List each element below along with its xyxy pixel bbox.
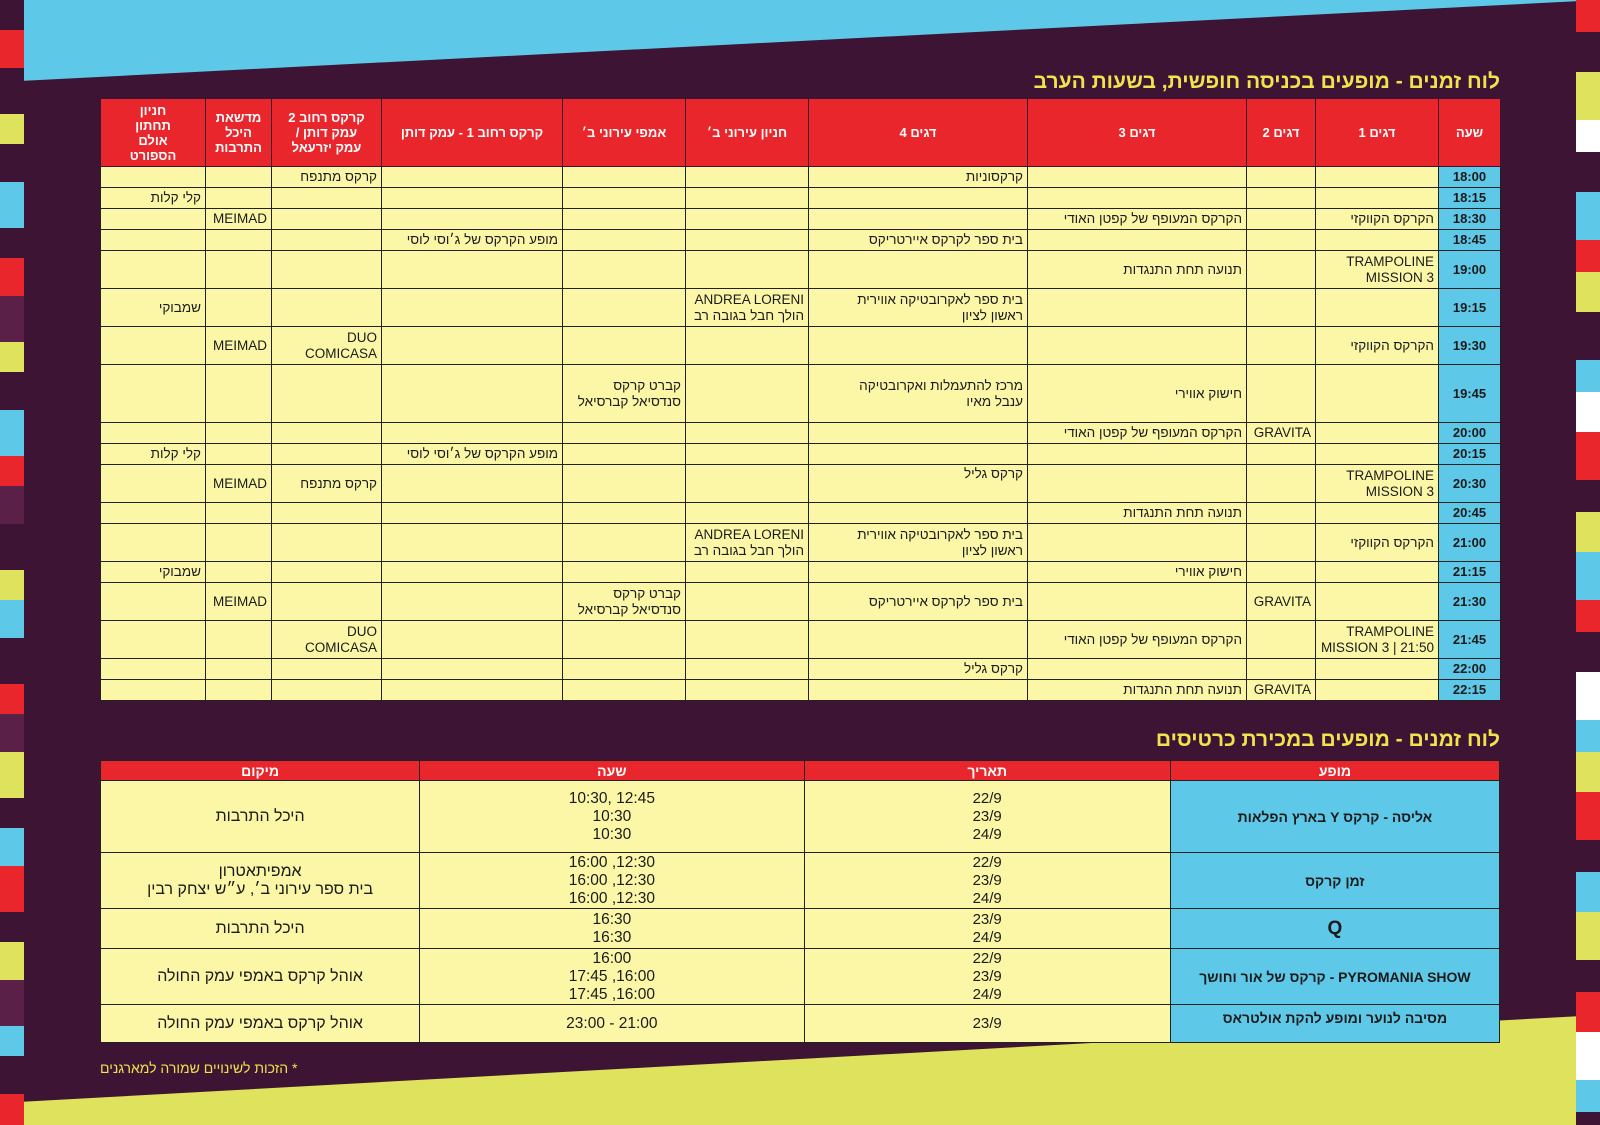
tickets-column-header: מיקום — [101, 761, 420, 781]
schedule-cell — [382, 680, 563, 701]
ticket-show-dates: 23/9 24/9 — [804, 909, 1170, 949]
ticket-show-location: אמפיתאטרון בית ספר עירוני ב׳, ע״ש יצחק רבין — [101, 853, 420, 909]
schedule-cell — [206, 188, 272, 209]
schedule-cell — [1028, 327, 1247, 365]
schedule-cell — [809, 503, 1028, 524]
schedule-cell — [1247, 465, 1316, 503]
schedule-cell — [563, 659, 686, 680]
schedule-cell — [272, 251, 382, 289]
tickets-header-row — [101, 761, 1500, 781]
schedule-cell: קברט קרקס סנדסיאל קברסיאל — [563, 365, 686, 423]
schedule-time-cell: 19:15 — [1439, 289, 1501, 327]
ticket-shows-table — [100, 760, 1500, 1043]
schedule-cell — [1028, 465, 1247, 503]
schedule-cell: קרקס מתנפח — [272, 465, 382, 503]
schedule-cell — [1028, 583, 1247, 621]
schedule-column-header: שעה — [1439, 99, 1501, 167]
schedule-cell: מופע הקרקס של ג׳וסי לוסי — [382, 444, 563, 465]
schedule-cell: MEIMAD — [206, 209, 272, 230]
schedule-cell — [686, 444, 809, 465]
schedule-cell — [1028, 167, 1247, 188]
schedule-cell — [206, 251, 272, 289]
schedule-cell — [1316, 188, 1439, 209]
schedule-row — [101, 167, 1501, 188]
schedule-cell — [206, 423, 272, 444]
schedule-cell: הקרקס הקווקזי — [1316, 327, 1439, 365]
schedule-cell — [101, 680, 206, 701]
schedule-cell — [563, 167, 686, 188]
schedule-cell — [1028, 230, 1247, 251]
schedule-time-cell: 21:30 — [1439, 583, 1501, 621]
schedule-cell — [563, 327, 686, 365]
schedule-cell — [206, 167, 272, 188]
schedule-row — [101, 659, 1501, 680]
schedule-row — [101, 583, 1501, 621]
schedule-cell: DUO COMICASA — [272, 327, 382, 365]
schedule-cell — [563, 209, 686, 230]
ticket-show-times: 16:30 16:30 — [420, 909, 804, 949]
schedule-cell — [686, 621, 809, 659]
schedule-cell — [206, 444, 272, 465]
schedule-cell — [206, 680, 272, 701]
ticket-show-times: 16:00 16:00, 17:45 16:00, 17:45 — [420, 949, 804, 1005]
schedule-cell — [1316, 503, 1439, 524]
schedule-cell — [686, 230, 809, 251]
schedule-row — [101, 562, 1501, 583]
schedule-cell — [382, 659, 563, 680]
schedule-cell — [563, 251, 686, 289]
schedule-cell — [382, 524, 563, 562]
schedule-cell — [686, 167, 809, 188]
schedule-cell — [686, 188, 809, 209]
schedule-cell — [686, 680, 809, 701]
schedule-cell — [809, 327, 1028, 365]
schedule-cell: קברט קרקס סנדסיאל קברסיאל — [563, 583, 686, 621]
schedule-time-cell: 19:00 — [1439, 251, 1501, 289]
schedule-cell: בית ספר לקרקס איירטריקס — [809, 230, 1028, 251]
schedule-row — [101, 524, 1501, 562]
schedule-cell: חישוק אווירי — [1028, 562, 1247, 583]
schedule-cell — [1247, 562, 1316, 583]
ticket-show-times: 12:45 ,10:30 10:30 10:30 — [420, 781, 804, 853]
schedule-column-header: דגים 2 — [1247, 99, 1316, 167]
schedule-cell — [382, 503, 563, 524]
schedule-row — [101, 423, 1501, 444]
schedule-time-cell: 18:30 — [1439, 209, 1501, 230]
schedule-row — [101, 289, 1501, 327]
schedule-cell: MEIMAD — [206, 327, 272, 365]
schedule-cell — [686, 583, 809, 621]
schedule-cell — [101, 621, 206, 659]
schedule-time-cell: 19:30 — [1439, 327, 1501, 365]
schedule-column-header: דגים 1 — [1316, 99, 1439, 167]
schedule-cell — [382, 209, 563, 230]
schedule-cell — [1247, 167, 1316, 188]
schedule-cell — [1247, 365, 1316, 423]
schedule-time-cell: 18:45 — [1439, 230, 1501, 251]
schedule-cell — [101, 503, 206, 524]
schedule-cell: קרקס גליל — [809, 465, 1028, 503]
left-color-stripe — [0, 0, 24, 1125]
schedule-time-cell: 20:30 — [1439, 465, 1501, 503]
schedule-cell — [1316, 423, 1439, 444]
schedule-cell — [101, 167, 206, 188]
schedule-cell — [563, 423, 686, 444]
schedule-cell — [382, 583, 563, 621]
ticket-show-row — [101, 949, 1500, 1005]
schedule-cell — [1247, 621, 1316, 659]
schedule-row — [101, 209, 1501, 230]
schedule-cell — [382, 562, 563, 583]
schedule-cell — [809, 423, 1028, 444]
schedule-cell — [563, 503, 686, 524]
schedule-cell: חישוק אווירי — [1028, 365, 1247, 423]
schedule-cell — [101, 465, 206, 503]
schedule-cell — [686, 465, 809, 503]
schedule-time-cell: 20:45 — [1439, 503, 1501, 524]
schedule-cell — [206, 562, 272, 583]
schedule-cell — [272, 583, 382, 621]
schedule-cell: הקרקס הקווקזי — [1316, 209, 1439, 230]
schedule-row — [101, 188, 1501, 209]
schedule-column-header: קרקס רחוב 2 עמק דותן / עמק יזרעאל — [272, 99, 382, 167]
schedule-cell — [272, 423, 382, 444]
schedule-cell — [382, 327, 563, 365]
schedule-cell — [101, 327, 206, 365]
schedule-time-cell: 21:45 — [1439, 621, 1501, 659]
ticket-show-location: אוהל קרקס באמפי עמק החולה — [101, 1005, 420, 1043]
schedule-cell — [1247, 230, 1316, 251]
schedule-cell — [206, 524, 272, 562]
schedule-row — [101, 444, 1501, 465]
schedule-cell — [563, 562, 686, 583]
schedule-cell: ANDREA LORENI הולך חבל בגובה רב — [686, 524, 809, 562]
schedule-cell — [1028, 524, 1247, 562]
schedule-column-header: דגים 4 — [809, 99, 1028, 167]
schedule-time-cell: 18:00 — [1439, 167, 1501, 188]
schedule-cell — [686, 327, 809, 365]
schedule-cell: ANDREA LORENI הולך חבל בגובה רב — [686, 289, 809, 327]
schedule-cell — [101, 251, 206, 289]
schedule-cell: GRAVITA — [1247, 423, 1316, 444]
schedule-time-cell: 18:15 — [1439, 188, 1501, 209]
schedule-cell: תנועה תחת התנגדות — [1028, 251, 1247, 289]
schedule-cell: הקרקס הקווקזי — [1316, 524, 1439, 562]
schedule-cell — [1247, 444, 1316, 465]
schedule-cell — [272, 659, 382, 680]
tickets-column-header: תאריך — [804, 761, 1170, 781]
schedule-cell — [206, 365, 272, 423]
schedule-column-header: קרקס רחוב 1 - עמק דותן — [382, 99, 563, 167]
schedule-row — [101, 327, 1501, 365]
schedule-cell — [686, 659, 809, 680]
schedule-cell — [1247, 188, 1316, 209]
schedule-column-header: חניון עירוני ב׳ — [686, 99, 809, 167]
schedule-time-cell: 21:15 — [1439, 562, 1501, 583]
ticket-show-dates: 22/9 23/9 24/9 — [804, 949, 1170, 1005]
schedule-cell — [1028, 188, 1247, 209]
schedule-cell — [563, 444, 686, 465]
schedule-cell — [1247, 209, 1316, 230]
schedule-cell — [1247, 251, 1316, 289]
schedule-cell — [1028, 659, 1247, 680]
schedule-column-header: דגים 3 — [1028, 99, 1247, 167]
schedule-row — [101, 680, 1501, 701]
schedule-time-cell: 22:15 — [1439, 680, 1501, 701]
schedule-time-cell: 21:00 — [1439, 524, 1501, 562]
ticket-show-row — [101, 909, 1500, 949]
schedule-cell: TRAMPOLINE MISSION 3 — [1316, 465, 1439, 503]
schedule-cell — [1316, 659, 1439, 680]
schedule-cell: הקרקס המעופף של קפטן האודי — [1028, 209, 1247, 230]
schedule-cell — [1316, 583, 1439, 621]
schedule-cell — [1316, 680, 1439, 701]
schedule-cell — [206, 621, 272, 659]
schedule-cell: DUO COMICASA — [272, 621, 382, 659]
schedule-cell — [382, 621, 563, 659]
schedule-cell: תנועה תחת התנגדות — [1028, 680, 1247, 701]
schedule-cell: שמבוקי — [101, 562, 206, 583]
ticket-shows-title: לוח זמנים - מופעים במכירת כרטיסים — [1155, 728, 1500, 751]
schedule-cell: MEIMAD — [206, 465, 272, 503]
schedule-cell — [272, 365, 382, 423]
schedule-cell — [1247, 289, 1316, 327]
ticket-show-name: אליסה - קרקס Y בארץ הפלאות — [1170, 781, 1499, 853]
schedule-cell: קלי קלות — [101, 188, 206, 209]
schedule-time-cell: 20:00 — [1439, 423, 1501, 444]
schedule-cell: קרקס גליל — [809, 659, 1028, 680]
schedule-row — [101, 230, 1501, 251]
schedule-column-header: אמפי עירוני ב׳ — [563, 99, 686, 167]
schedule-cell — [272, 562, 382, 583]
schedule-row — [101, 365, 1501, 423]
schedule-cell — [563, 230, 686, 251]
schedule-cell: MEIMAD — [206, 583, 272, 621]
tickets-column-header: מופע — [1170, 761, 1499, 781]
schedule-cell: GRAVITA — [1247, 680, 1316, 701]
schedule-cell: קרקסוניות — [809, 167, 1028, 188]
schedule-cell — [563, 289, 686, 327]
schedule-cell — [1316, 562, 1439, 583]
schedule-cell — [1316, 167, 1439, 188]
schedule-cell — [1316, 444, 1439, 465]
schedule-cell — [809, 444, 1028, 465]
schedule-header-row — [101, 99, 1501, 167]
tickets-column-header: שעה — [420, 761, 804, 781]
ticket-show-dates: 22/9 23/9 24/9 — [804, 853, 1170, 909]
schedule-cell — [206, 289, 272, 327]
schedule-cell — [686, 251, 809, 289]
schedule-cell: בית ספר לקרקס איירטריקס — [809, 583, 1028, 621]
schedule-cell — [206, 503, 272, 524]
schedule-cell — [101, 365, 206, 423]
schedule-time-cell: 20:15 — [1439, 444, 1501, 465]
schedule-cell: קרקס מתנפח — [272, 167, 382, 188]
ticket-show-location: היכל התרבות — [101, 781, 420, 853]
ticket-show-row — [101, 1005, 1500, 1043]
schedule-cell — [382, 251, 563, 289]
schedule-cell — [272, 524, 382, 562]
schedule-cell: GRAVITA — [1247, 583, 1316, 621]
schedule-cell — [382, 289, 563, 327]
schedule-cell — [563, 680, 686, 701]
schedule-cell: בית ספר לאקרובטיקה אווירית ראשון לציון — [809, 524, 1028, 562]
schedule-cell — [101, 659, 206, 680]
schedule-row — [101, 465, 1501, 503]
schedule-cell — [1028, 289, 1247, 327]
schedule-cell: TRAMPOLINE MISSION 3 | 21:50 — [1316, 621, 1439, 659]
schedule-cell — [686, 209, 809, 230]
schedule-cell — [272, 444, 382, 465]
schedule-cell — [563, 465, 686, 503]
schedule-cell — [101, 230, 206, 251]
schedule-row — [101, 251, 1501, 289]
schedule-cell — [272, 680, 382, 701]
schedule-cell — [563, 188, 686, 209]
schedule-cell: תנועה תחת התנגדות — [1028, 503, 1247, 524]
ticket-show-name: PYROMANIA SHOW - קרקס של אור וחושך — [1170, 949, 1499, 1005]
right-color-stripe — [1576, 0, 1600, 1125]
schedule-cell — [101, 583, 206, 621]
schedule-cell — [1247, 524, 1316, 562]
ticket-show-name: מסיבה לנוער ומופע להקת אולטראס — [1170, 1005, 1499, 1043]
schedule-cell — [686, 365, 809, 423]
schedule-cell — [382, 365, 563, 423]
schedule-cell: הקרקס המעופף של קפטן האודי — [1028, 621, 1247, 659]
free-shows-schedule-table — [100, 98, 1501, 701]
schedule-cell — [809, 251, 1028, 289]
schedule-cell — [809, 680, 1028, 701]
schedule-cell: TRAMPOLINE MISSION 3 — [1316, 251, 1439, 289]
schedule-cell — [686, 503, 809, 524]
schedule-cell — [809, 188, 1028, 209]
schedule-cell — [272, 289, 382, 327]
schedule-cell — [272, 188, 382, 209]
schedule-cell — [206, 659, 272, 680]
ticket-show-dates: 22/9 23/9 24/9 — [804, 781, 1170, 853]
footnote: * הזכות לשינויים שמורה למארגנים — [100, 1060, 298, 1076]
schedule-cell — [1028, 444, 1247, 465]
schedule-column-header: מדשאת היכל התרבות — [206, 99, 272, 167]
schedule-cell: מרכז להתעמלות ואקרובטיקה ענבל מאיו — [809, 365, 1028, 423]
ticket-show-location: היכל התרבות — [101, 909, 420, 949]
schedule-cell: שמבוקי — [101, 289, 206, 327]
schedule-cell — [101, 524, 206, 562]
schedule-row — [101, 621, 1501, 659]
schedule-cell — [1316, 289, 1439, 327]
schedule-cell: קלי קלות — [101, 444, 206, 465]
ticket-show-row — [101, 781, 1500, 853]
schedule-cell — [563, 524, 686, 562]
schedule-row — [101, 503, 1501, 524]
schedule-time-cell: 19:45 — [1439, 365, 1501, 423]
ticket-show-row — [101, 853, 1500, 909]
schedule-cell — [686, 562, 809, 583]
schedule-cell: הקרקס המעופף של קפטן האודי — [1028, 423, 1247, 444]
schedule-cell — [272, 209, 382, 230]
schedule-cell — [382, 423, 563, 444]
schedule-cell — [101, 423, 206, 444]
schedule-cell — [382, 465, 563, 503]
schedule-cell — [272, 230, 382, 251]
schedule-cell — [1247, 659, 1316, 680]
schedule-cell — [382, 188, 563, 209]
schedule-cell — [686, 423, 809, 444]
schedule-cell — [272, 503, 382, 524]
schedule-cell — [809, 209, 1028, 230]
schedule-cell: בית ספר לאקרובטיקה אווירית ראשון לציון — [809, 289, 1028, 327]
schedule-cell — [1247, 327, 1316, 365]
schedule-cell — [1247, 503, 1316, 524]
schedule-cell — [1316, 230, 1439, 251]
schedule-cell — [101, 209, 206, 230]
schedule-cell — [809, 562, 1028, 583]
schedule-cell: מופע הקרקס של ג׳וסי לוסי — [382, 230, 563, 251]
ticket-show-dates: 23/9 — [804, 1005, 1170, 1043]
schedule-cell — [382, 167, 563, 188]
schedule-cell — [809, 621, 1028, 659]
schedule-cell — [563, 621, 686, 659]
ticket-show-name: Q — [1170, 909, 1499, 949]
ticket-show-name: זמן קרקס — [1170, 853, 1499, 909]
schedule-cell — [1316, 365, 1439, 423]
ticket-show-times: 21:00 - 23:00 — [420, 1005, 804, 1043]
ticket-show-times: 12:30, 16:00 12:30, 16:00 12:30, 16:00 — [420, 853, 804, 909]
free-shows-title: לוח זמנים - מופעים בכניסה חופשית, בשעות הערב — [1033, 70, 1500, 93]
schedule-time-cell: 22:00 — [1439, 659, 1501, 680]
schedule-cell — [206, 230, 272, 251]
ticket-show-location: אוהל קרקס באמפי עמק החולה — [101, 949, 420, 1005]
schedule-column-header: חניון תחתון אולם הספורט — [101, 99, 206, 167]
